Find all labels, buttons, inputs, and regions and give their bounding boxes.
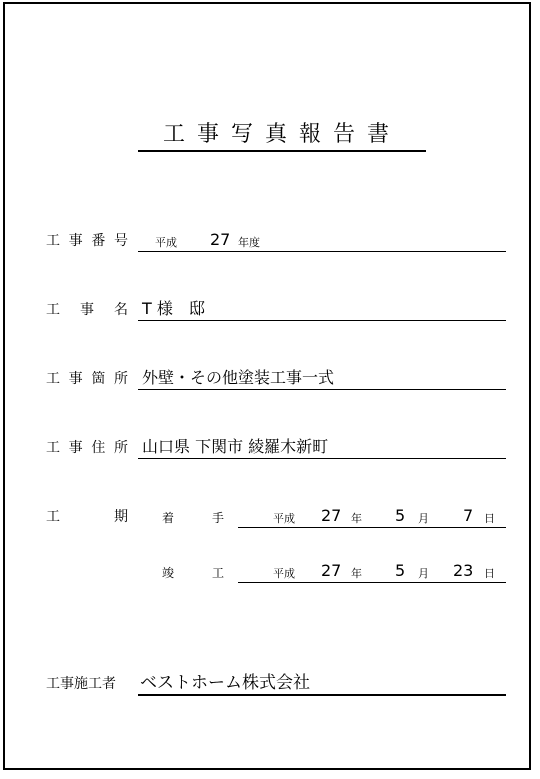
contractor-value: ベストホーム株式会社	[140, 673, 310, 693]
address-underline	[138, 458, 506, 459]
period-end-underline	[238, 582, 506, 583]
label-construction-location: 工 事 箇 所	[46, 371, 128, 387]
number-underline	[138, 251, 506, 252]
period-start-day: 7	[463, 506, 474, 525]
period-start-underline	[238, 527, 506, 528]
period-start-day-unit: 日	[484, 512, 495, 525]
period-start-year: 27	[321, 506, 342, 525]
construction-location-value: 外壁・その他塗装工事一式	[142, 368, 335, 387]
period-start-label-2: 手	[212, 511, 225, 525]
number-year-unit: 年度	[238, 236, 260, 249]
period-start-era: 平成	[273, 512, 295, 525]
period-end-day: 23	[453, 561, 474, 580]
period-start-month-unit: 月	[418, 512, 429, 525]
construction-address-value: 山口県 下関市 綾羅木新町	[142, 437, 329, 456]
name-underline	[138, 320, 506, 321]
label-construction-number: 工 事 番 号	[46, 233, 128, 249]
number-year: 27	[210, 230, 231, 249]
period-end-day-unit: 日	[484, 567, 495, 580]
label-construction-period: 工 期	[46, 509, 128, 525]
label-contractor: 工事施工者	[46, 676, 116, 692]
construction-name-value: T 様 邸	[142, 299, 205, 318]
period-end-year: 27	[321, 561, 342, 580]
contractor-underline	[138, 694, 506, 696]
period-start-label-1: 着	[162, 511, 175, 525]
label-construction-address: 工 事 住 所	[46, 440, 128, 456]
period-end-label-2: 工	[212, 566, 225, 580]
period-end-month-unit: 月	[418, 567, 429, 580]
period-end-label-1: 竣	[162, 566, 175, 580]
number-era: 平成	[155, 236, 177, 249]
label-construction-name: 工 事 名	[46, 302, 128, 318]
period-end-year-unit: 年	[351, 567, 362, 580]
period-start-year-unit: 年	[351, 512, 362, 525]
document-title: 工事写真報告書	[138, 118, 426, 152]
period-start-month: 5	[395, 506, 406, 525]
period-end-month: 5	[395, 561, 406, 580]
location-underline	[138, 389, 506, 390]
period-end-era: 平成	[273, 567, 295, 580]
